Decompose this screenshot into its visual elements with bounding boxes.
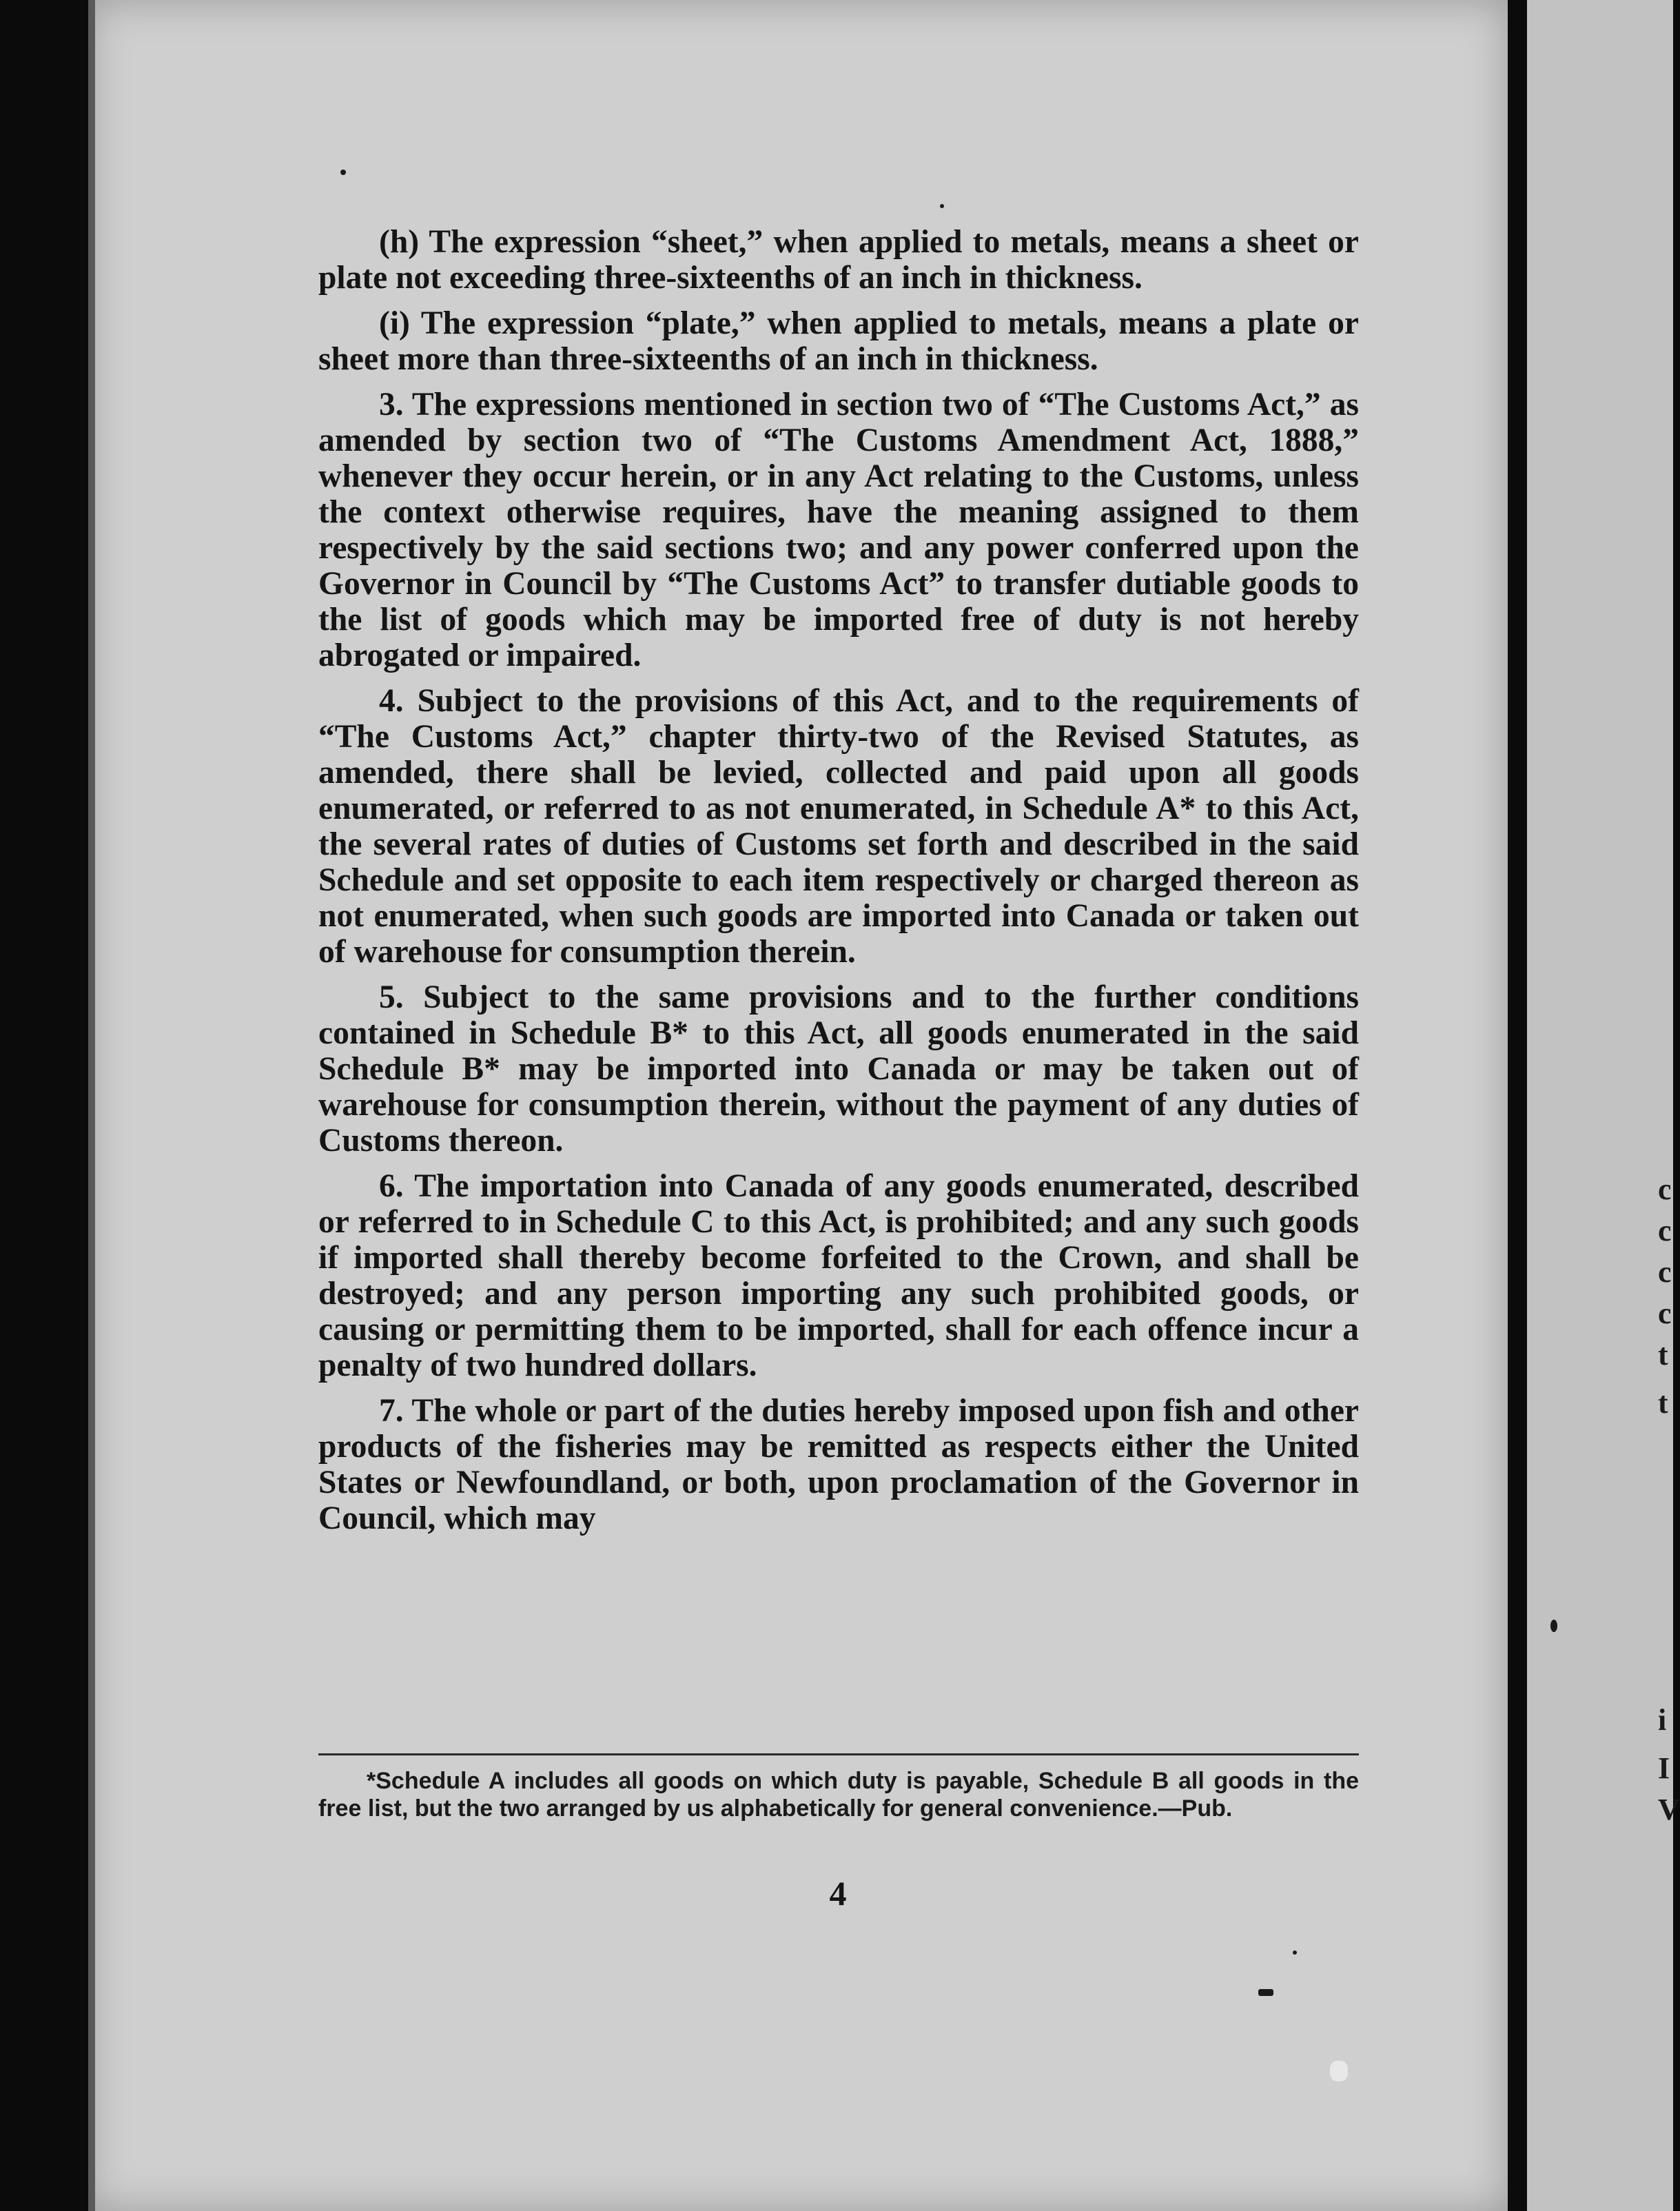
ink-speck [1258,1989,1273,1996]
section-4: 4. Subject to the provisions of this Act, and to the requirements of “The Customs Act,” chapter thirty-two of the Revised Statutes, as amended, there shall be levied, collected and paid upon all goods enumerated, or referred to as not enumerated, in Schedule A* to this Act, the several rates of duties of Customs set forth and described in the said Schedule and set opposite to each item respectively or charged thereon as not enumerated, when such goods are imported into Canada or taken out of warehouse for consumption therein. [318,683,1359,970]
book-gutter [1508,0,1527,2211]
section-6: 6. The importation into Canada of any goods enumerated, described or referred to in Schedule C to this Act, is prohibited; and any such goods if imported shall thereby become forfeited to the Crown, and shall be destroyed; and any person importing any such prohibited goods, or causing or permitting them to be imported, shall for each offence incur a penalty of two hundred dollars. [318,1168,1359,1383]
body-text [318,224,1359,1546]
footnote: *Schedule A includes all goods on which duty is payable, Schedule B all goods in the free list, but the two arranged by us alphabetically for general convenience.—Pub. [318,1768,1359,1822]
page-number: 4 [829,1874,847,1913]
ink-speck [1293,1950,1297,1955]
page-edge [88,0,95,2211]
section-5: 5. Subject to the same provisions and to the further conditions contained in Schedule B* to this Act, all goods enumerated in the said Schedule B* may be imported into Canada or may be taken out of warehouse for consumption therein, without the payment of any duties of Customs thereon. [318,979,1359,1159]
section-7: 7. The whole or part of the duties hereby imposed upon fish and other products of the fisheries may be remitted as respects either the United States or Newfoundland, or both, upon proclamation of the Governor in Council, which may [318,1393,1359,1536]
footnote-divider [318,1753,1359,1755]
definition-i: (i) The expression “plate,” when applied to metals, means a plate or sheet more than three-sixteenths of an inch in thickness. [318,305,1359,377]
section-3: 3. The expressions mentioned in section two of “The Customs Act,” as amended by section two of “The Customs Amendment Act, 1888,” whenever they occur herein, or in any Act relating to the Customs, unless the context otherwise requires, have the meaning assigned to them respectively by the said sections two; and any power conferred upon the Governor in Council by “The Customs Act” to transfer dutiable goods to the list of goods which may be imported free of duty is not hereby abrogated or impaired. [318,387,1359,673]
ink-speck [340,170,346,175]
adjacent-page-edge: c c c c t t i I V [1527,0,1673,2211]
ink-speck [1550,1620,1557,1632]
definition-h: (h) The expression “sheet,” when applied to metals, means a sheet or plate not exceeding three-sixteenths of an inch in thickness. [318,224,1359,296]
ink-speck [940,204,944,208]
ink-speck [1330,2061,1348,2081]
